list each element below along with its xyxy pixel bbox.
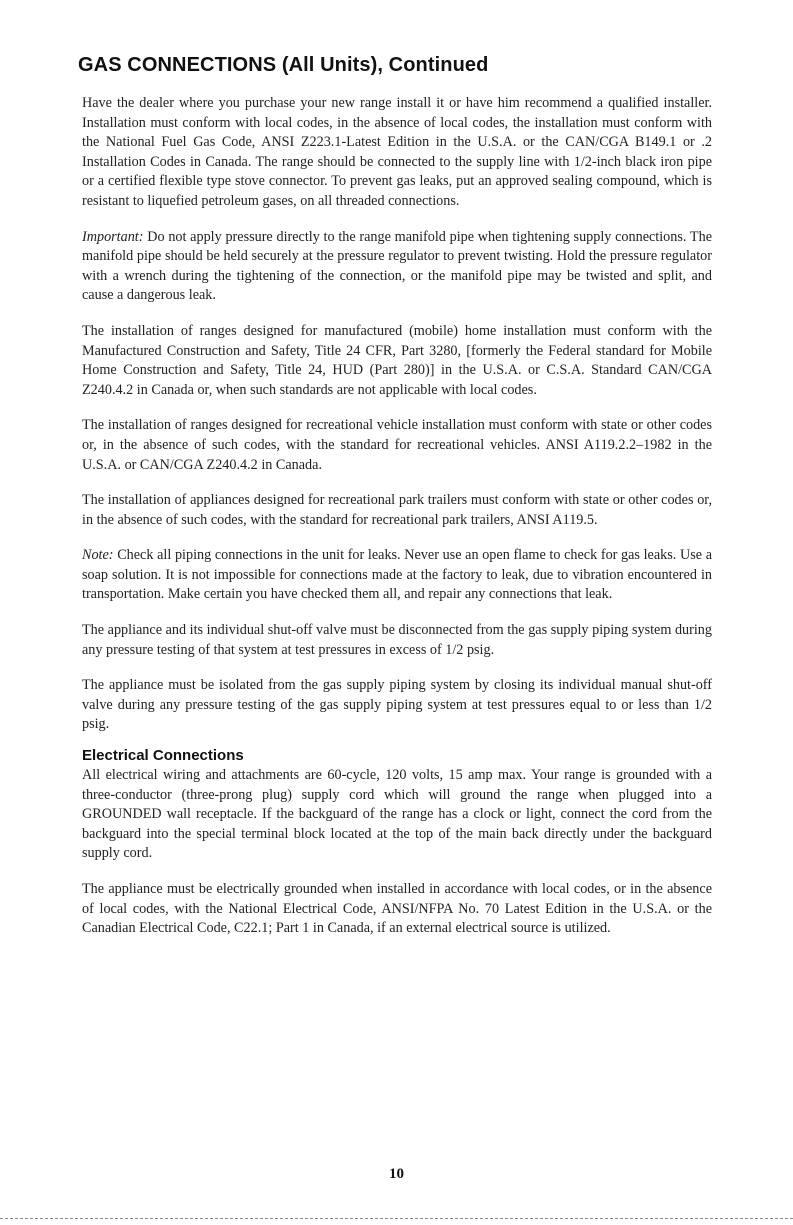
paragraph-mobile-home: The installation of ranges designed for manufactured (mobile) home installation must conform with the Manufactured Construction and Safety, Title 24 CFR, Part 3280, [formerly the Federal standard for Mobile Home Construction and Safety, Title 24, HUD (Part 280)] in the U.S.A. or C.S.A. Standard CAN/CGA Z240.4.2 in Canada or, when such standards are not applicable with local codes. [82, 322, 712, 398]
paragraph-electrical: All electrical wiring and attachments are 60-cycle, 120 volts, 15 amp max. Your range is grounded with a three-conductor (three-prong plug) supply cord which will ground the range when plugged into a GROUNDED wall receptacle. If the backguard of the range has a clock or light, connect the cord from the backguard into the special terminal block located at the top of the main back directly under the backguard supply cord. [82, 767, 712, 862]
paragraph-isolate: The appliance must be isolated from the gas supply piping system by closing its individual manual shut-off valve during any pressure testing of the gas supply piping system at test pressures equal to or less than 1/2 psig. [82, 677, 712, 733]
note-text: Check all piping connections in the unit for leaks. Never use an open flame to check for gas leaks. Use a soap solution. It is not impossible for connections made at the factory to leak, due to vibration encountered in transportation. Make certain you have checked them all, and repair any connections that leak. [82, 547, 712, 603]
page-content [78, 52, 712, 955]
paragraph-important [82, 228, 712, 306]
page-title: GAS CONNECTIONS (All Units), Continued [78, 54, 489, 76]
paragraph-recreational-vehicle: The installation of ranges designed for recreational vehicle installation must conform with state or other codes or, in the absence of such codes, with the standard for recreational vehicles. ANSI A119.2.2–1982 in the U.S.A. or CAN/CGA Z240.4.2 in Canada. [82, 417, 712, 473]
important-label: Important: [82, 228, 144, 245]
page-number: 10 [389, 1166, 404, 1182]
paragraph-park-trailers: The installation of appliances designed for recreational park trailers must conform with state or other codes or, in the absence of such codes, with the standard for recreational park trailers, ANSI A119.5. [82, 492, 712, 528]
important-text: Do not apply pressure directly to the range manifold pipe when tightening supply connections. The manifold pipe should be held securely at the pressure regulator to prevent twisting. Hold the pressure regulator with a wrench during the tightening of the connection, or the manifold pipe may be twisted and split, and cause a dangerous leak. [82, 228, 712, 304]
paragraph-disconnect: The appliance and its individual shut-off valve must be disconnected from the gas supply piping system during any pressure testing of that system at test pressures in excess of 1/2 psig. [82, 622, 712, 658]
bottom-divider [0, 1218, 793, 1219]
paragraph-installation: Have the dealer where you purchase your new range install it or have him recommend a qualified installer. Installation must conform with local codes, in the absence of local codes, the installation must conform with the National Fuel Gas Code, ANSI Z223.1-Latest Edition in the U.S.A. or the CAN/CGA B149.1 or .2 Installation Codes in Canada. The range should be connected to the supply line with 1/2-inch black iron pipe or a certified flexible type stove connector. To prevent gas leaks, put an approved sealing compound, which is resistant to liquefied petroleum gases, on all threaded connections. [82, 95, 712, 209]
note-label: Note: [82, 547, 114, 564]
electrical-heading: Electrical Connections [82, 747, 244, 765]
paragraph-note [82, 546, 712, 605]
paragraph-grounding: The appliance must be electrically grounded when installed in accordance with local codes, or in the absence of local codes, with the National Electrical Code, ANSI/NFPA No. 70 Latest Edition in the U.S.A. or the Canadian Electrical Code, C22.1; Part 1 in Canada, if an external electrical source is utilized. [82, 881, 712, 937]
